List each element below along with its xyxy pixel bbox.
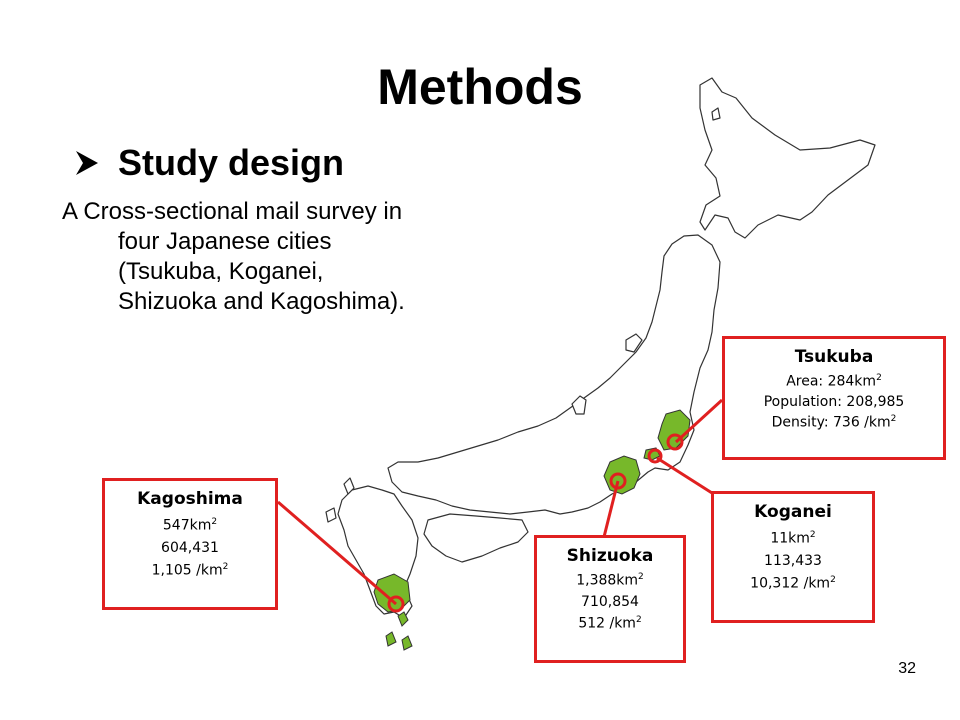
bullet-row [72, 138, 344, 188]
tsukuba-callout [722, 336, 946, 460]
callout-area: $1,388km^2$ [576, 572, 644, 589]
callout-title: Koganei [754, 502, 832, 522]
callout-density: 512 $/km^2$ [578, 614, 642, 632]
body-line: A Cross-sectional mail survey in [62, 198, 403, 225]
koganei-connector [657, 458, 712, 493]
kagoshima-island-c [402, 636, 412, 650]
body-line: Shizuoka and Kagoshima). [118, 288, 405, 315]
kagoshima-island-b [386, 632, 396, 646]
shizuoka-callout [534, 535, 686, 663]
page-number: 32 [898, 660, 916, 677]
koganei-callout [711, 491, 875, 623]
callout-population: 604,431 [161, 539, 219, 556]
body-line: (Tsukuba, Koganei, [118, 258, 324, 285]
arrow-bullet-icon [72, 149, 100, 177]
callout-title: Kagoshima [137, 489, 243, 509]
callout-population: Population: 208,985 [763, 393, 905, 410]
callout-title: Shizuoka [566, 546, 654, 566]
bullet-heading: Study design [118, 142, 345, 183]
callout-area: Area: $284km^2$ [786, 373, 882, 390]
callout-title: Tsukuba [794, 347, 874, 367]
callout-area: $11km^2$ [770, 530, 816, 547]
body-line: four Japanese cities [118, 228, 332, 255]
callout-density: 1,105 $/km^2$ [151, 561, 229, 579]
slide-title: Methods [377, 59, 583, 115]
callout-density: 10,312 $/km^2$ [750, 574, 836, 592]
shikoku-region [424, 514, 528, 562]
callout-population: 710,854 [581, 593, 639, 610]
goto-islands [326, 508, 336, 522]
kagoshima-callout [102, 478, 278, 610]
body-paragraph [62, 197, 532, 317]
callout-area: $547km^2$ [162, 517, 218, 534]
callout-population: 113,433 [764, 552, 822, 569]
callout-density: Density: 736 $/km^2$ [771, 413, 897, 431]
